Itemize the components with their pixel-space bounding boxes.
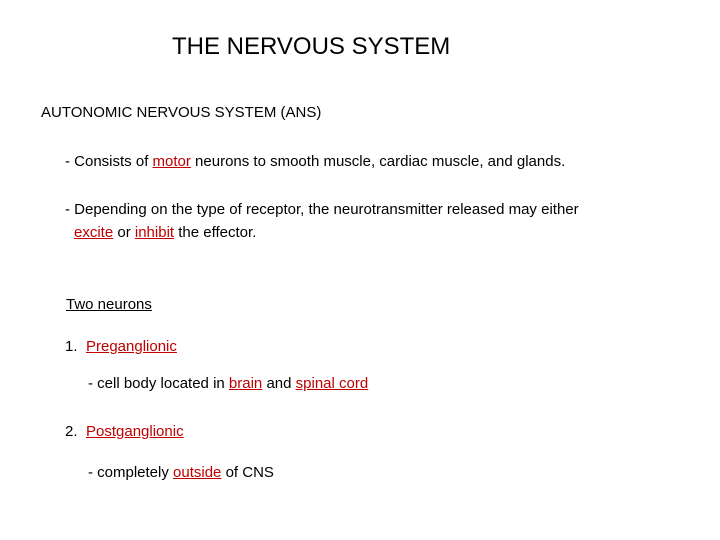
neuron2-desc-suffix: of CNS xyxy=(221,464,274,481)
highlight-spinal-cord: spinal cord xyxy=(295,375,369,392)
neuron1-item xyxy=(65,335,177,358)
highlight-brain: brain xyxy=(228,375,263,392)
neuron2-description xyxy=(88,461,274,484)
section-heading: AUTONOMIC NERVOUS SYSTEM (ANS) xyxy=(41,104,322,121)
point2-mid: or xyxy=(113,224,135,241)
neuron2-number: 2. xyxy=(65,423,78,440)
point-receptor xyxy=(65,198,579,244)
point2-line1: - Depending on the type of receptor, the neurotransmitter released may either xyxy=(65,201,579,218)
neuron2-name: Postganglionic xyxy=(86,423,184,440)
neuron1-desc-prefix: - cell body located in xyxy=(88,375,229,392)
highlight-outside: outside xyxy=(173,464,222,481)
two-neurons-heading: Two neurons xyxy=(66,296,152,313)
neuron2-item xyxy=(65,420,184,443)
highlight-inhibit: inhibit xyxy=(134,224,175,241)
point-motor-neurons xyxy=(65,150,565,173)
slide-title: THE NERVOUS SYSTEM xyxy=(172,33,451,60)
neuron1-name: Preganglionic xyxy=(86,338,177,355)
neuron1-number: 1. xyxy=(65,338,78,355)
point2-line2 xyxy=(65,221,579,244)
neuron1-description xyxy=(88,372,368,395)
highlight-excite: excite xyxy=(74,224,114,241)
neuron1-desc-mid: and xyxy=(262,375,296,392)
point1-suffix: neurons to smooth muscle, cardiac muscle, and glands. xyxy=(190,153,566,170)
highlight-motor: motor xyxy=(152,153,191,170)
point2-suffix: the effector. xyxy=(174,224,257,241)
neuron2-desc-prefix: - completely xyxy=(88,464,174,481)
point1-prefix: - Consists of xyxy=(65,153,153,170)
